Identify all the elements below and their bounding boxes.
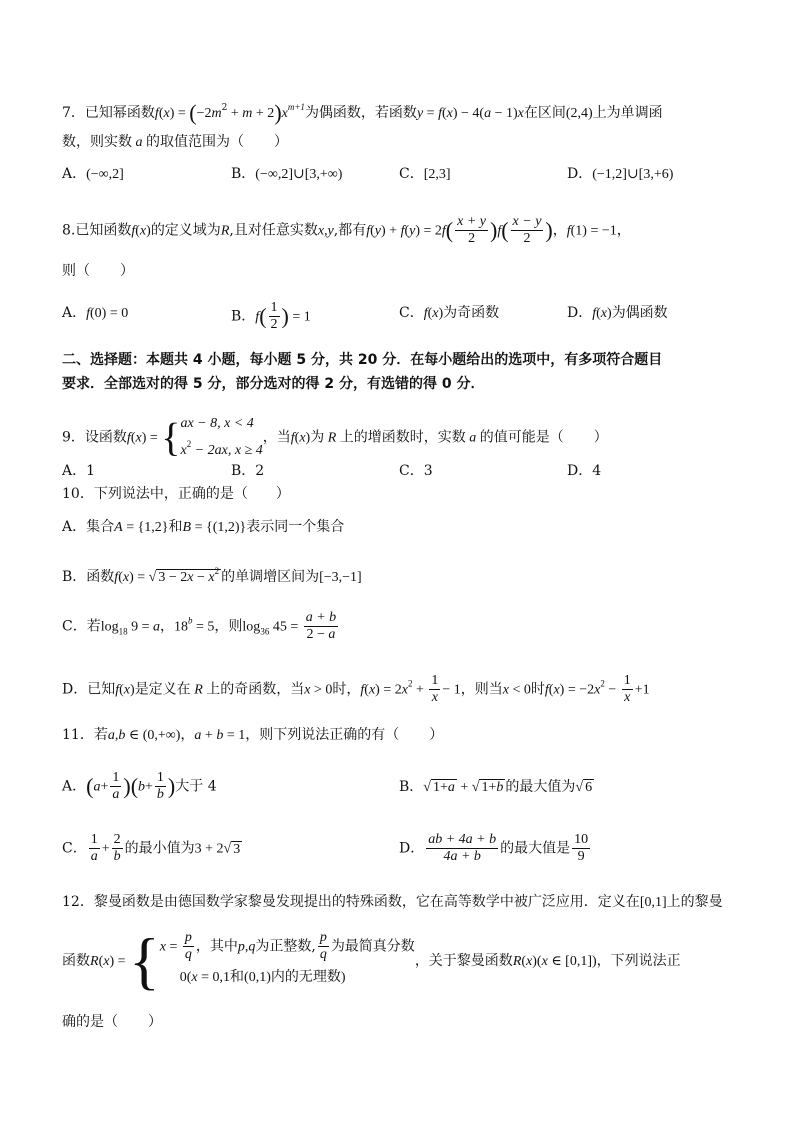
question-8-line-1: 8.已知函数f(x)的定义域为R,且对任意实数x,y,都有f(y) + f(y) = 2f( $\frac{x + y}{2}$ )f( $\frac{x - y}{2}$ )，f(1) = −1，: [62, 214, 631, 246]
q9-option-c: C．3: [399, 463, 433, 479]
q11-option-c: C． $\frac{1}{a}$ + $\frac{2}{b}$ 的最小值为3 + 2√ 3: [62, 832, 241, 864]
q11-option-a: A．(a+ $\frac{1}{a}$ )(b+ $\frac{1}{b}$ )大于 4: [62, 770, 217, 802]
q9-option-b: B．2: [231, 463, 265, 479]
question-8-line-2: 则（ ）: [62, 263, 134, 279]
question-number: 7．: [62, 105, 85, 121]
section-2-header-line-1: 二、选择题：本题共 4 小题，每小题 5 分，共 20 分．在每小题给出的选项中，有多项符合题目: [62, 352, 663, 368]
q8-option-a: A．f(0) = 0: [62, 305, 129, 321]
q10-option-b: B．函数f(x) = √ $3 - 2x - x^2$ 的单调增区间为[−3,−1]: [62, 566, 362, 585]
q7-option-d: D．(−1,2]∪[3,+6): [567, 166, 674, 182]
q8-option-b: B．f( $\frac{1}{2}$ ) = 1: [231, 300, 311, 332]
question-10-stem: 10．下列说法中，正确的是（ ）: [62, 486, 290, 502]
question-text: 已知幂函数: [84, 105, 155, 121]
question-9-line-1: 9．设函数f(x) = { ax − 8, x < 4 $x^2 - 2ax$, x ≥ 4 ，当f(x)为 R 上的增函数时，实数 a 的值可能是（ ）: [62, 414, 608, 460]
question-12-line-3: 确的是（ ）: [62, 1014, 162, 1030]
question-12-line-2: 函数R(x) = { x = $\frac{p}{q}$ ，其中p,q为正整数, $\frac{p}{q}$ 为最简真分数 0(x = 0,1和(0,1)内的无理数) ，关于黎曼函数R(x)(x ∈ [0,1])，下列说法正: [62, 925, 681, 996]
question-text: 上为单调函: [592, 105, 663, 121]
q9-option-a: A．1: [62, 463, 96, 479]
question-7-line-2: 数，则实数 a 的取值范围为（ ）: [62, 134, 288, 150]
question-11-stem: 11．若a,b ∈ (0,+∞)，a + b = 1，则下列说法正确的有（ ）: [62, 727, 444, 743]
question-7-line-1: 7．已知幂函数$f(x) = (-2m^2 + m + 2)x^{m+1}$为偶函数，若函数y = f(x) − 4(a − 1)x在区间(2,4)上为单调函: [62, 100, 663, 125]
q10-option-a: A．集合A = {1,2}和B = {(1,2)}表示同一个集合: [62, 519, 345, 535]
q8-option-c: C．f(x)为奇函数: [399, 305, 500, 321]
question-12-line-1: 12．黎曼函数是由德国数学家黎曼发现提出的特殊函数，它在高等数学中被广泛应用．定义在[0,1]上的黎曼: [62, 894, 723, 910]
q11-option-d: D． $\frac{ab + 4a + b}{4a + b}$ 的最大值是 $\frac{10}{9}$: [399, 832, 589, 864]
q10-option-c: C．若$\log_{18} 9 = a$，$18^b = 5$，则$\log_{36} 45$ = $\frac{a + b}{2 - a}$: [62, 610, 337, 642]
section-2-header-line-2: 要求．全部选对的得 5 分，部分选对的得 2 分，有选错的得 0 分．: [62, 376, 485, 392]
question-text: 为偶函数，若函数: [304, 105, 417, 121]
q11-option-b: B．√ 1+a + √ 1+b 的最大值为√ 6: [399, 779, 593, 795]
q7-option-b: B．(−∞,2]∪[3,+∞): [231, 166, 343, 182]
question-text: 在区间: [523, 105, 566, 121]
q10-option-d: D．已知f(x)是定义在 R 上的奇函数，当x > 0时，$f(x) = 2x^2$ + $\frac{1}{x}$ − 1，则当x < 0时$f(x) = -2x^2$ − $\frac{1}{x}$ +1: [62, 673, 650, 705]
q7-option-c: C．[2,3]: [399, 166, 451, 182]
q8-option-d: D．f(x)为偶函数: [567, 305, 668, 321]
q9-option-d: D．4: [567, 463, 602, 479]
q7-option-a: A．(−∞,2]: [62, 166, 124, 182]
